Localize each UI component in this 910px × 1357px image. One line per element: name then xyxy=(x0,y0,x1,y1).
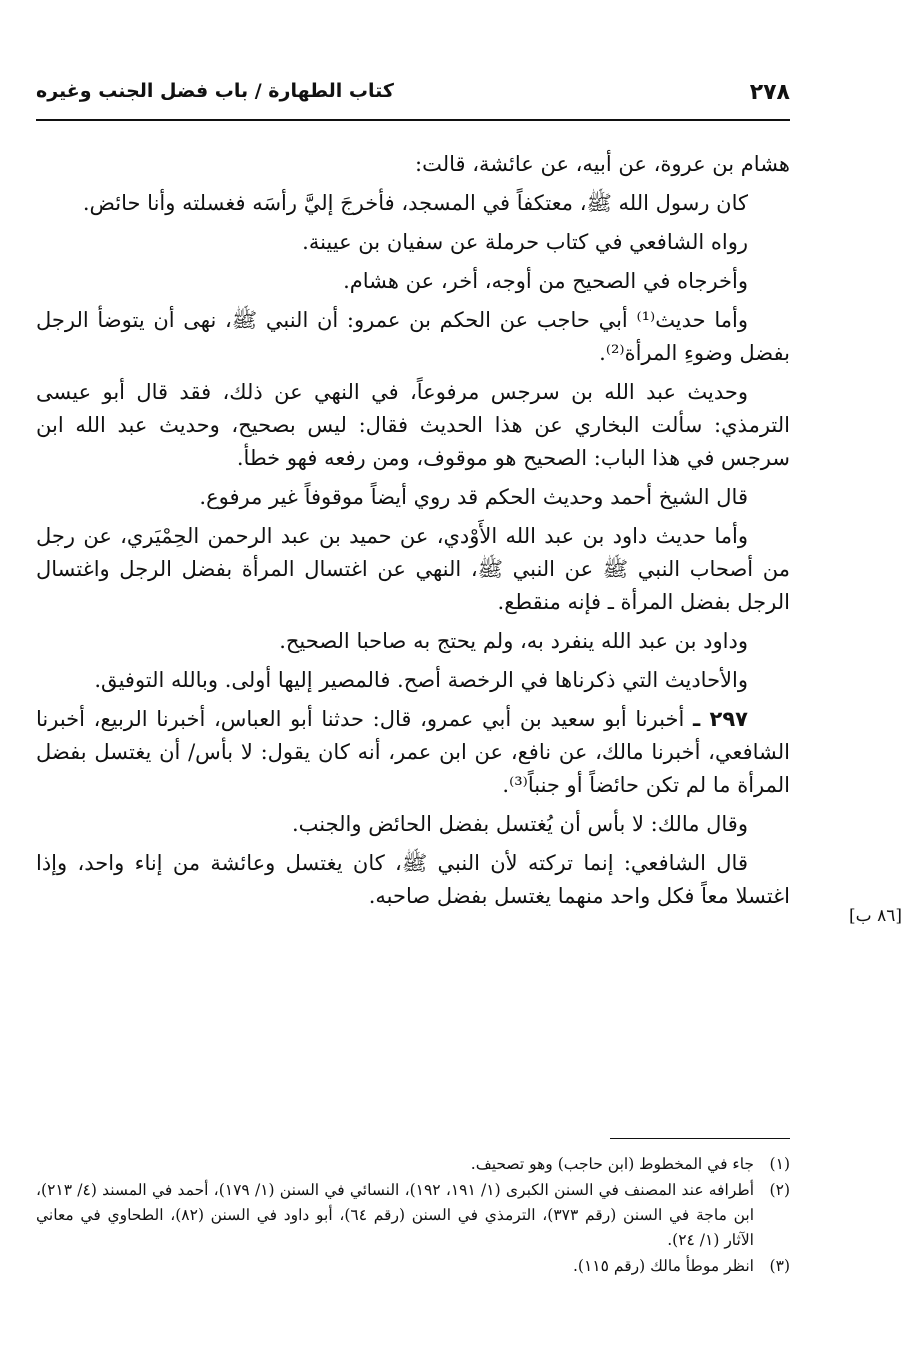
paragraph: وأخرجاه في الصحيح من أوجه، أخر، عن هشام. xyxy=(343,269,748,293)
header-rule xyxy=(36,119,790,121)
footnote-mark: (٣) xyxy=(769,1257,790,1275)
paragraph: قال الشافعي: إنما تركته لأن النبي ﷺ، كان يغتسل وعائشة من إناء واحد، وإذا اغتسلا معاً فكل واحد منهما يغتسل بفضل صاحبه. xyxy=(36,851,790,908)
paragraph: وداود بن عبد الله ينفرد به، ولم يحتج به صاحبا الصحيح. xyxy=(279,629,748,653)
footnote-text: جاء في المخطوط (ابن حاجب) وهو تصحيف. xyxy=(470,1155,754,1173)
footnote-text: انظر موطأ مالك (رقم ١١٥). xyxy=(572,1257,754,1275)
paragraph: والأحاديث التي ذكرناها في الرخصة أصح. فالمصير إليها أولى. وبالله التوفيق. xyxy=(94,668,748,692)
footnote xyxy=(36,1178,790,1253)
footnote-rule xyxy=(610,1138,790,1139)
main-text xyxy=(36,148,790,919)
page-header xyxy=(36,66,790,110)
footnote xyxy=(36,1254,790,1279)
hadith-text: أخبرنا أبو سعيد بن أبي عمرو، قال: حدثنا أبو العباس، أخبرنا الربيع، أخبرنا الشافعي، أخبرنا مالك، عن نافع، عن ابن عمر، أنه كان يقول: لا بأس/ أن يغتسل بفضل المرأة ما لم تكن حائضاً أو جنباً⁽³⁾. xyxy=(36,707,790,797)
footnotes xyxy=(36,1152,790,1280)
footnote-mark: (١) xyxy=(769,1155,790,1173)
paragraph: وأما حديث داود بن عبد الله الأَوْدي، عن حميد بن عبد الرحمن الحِمْيَري، عن رجل من أصحاب النبي ﷺ عن النبي ﷺ، النهي عن اغتسال المرأة بفضل الرجل واغتسال الرجل بفضل المرأة ـ فإنه منقطع. xyxy=(36,524,790,614)
footnote-mark: (٢) xyxy=(769,1181,790,1199)
manuscript-folio-note: [٨٦ ب] xyxy=(849,906,902,926)
footnote xyxy=(36,1152,790,1177)
page-number: ٢٧٨ xyxy=(749,80,790,105)
running-title: كتاب الطهارة / باب فضل الجنب وغيره xyxy=(36,80,394,102)
paragraph: رواه الشافعي في كتاب حرملة عن سفيان بن عيينة. xyxy=(302,230,748,254)
hadith-paragraph xyxy=(36,703,790,802)
hadith-number: ٢٩٧ ـ xyxy=(693,707,748,731)
paragraph: كان رسول الله ﷺ، معتكفاً في المسجد، فأخرجَ إليَّ رأسَه فغسلته وأنا حائض. xyxy=(82,191,748,215)
paragraph: وحديث عبد الله بن سرجس مرفوعاً، في النهي عن ذلك، فقد قال أبو عيسى الترمذي: سألت البخاري عن هذا الحديث فقال: ليس بصحيح، وحديث عبد الله ابن سرجس في هذا الباب: الصحيح هو موقوف، ومن رفعه فهو خطأ. xyxy=(36,380,790,470)
paragraph: وقال مالك: لا بأس أن يُغتسل بفضل الحائض والجنب. xyxy=(291,812,748,836)
footnote-text: أطرافه عند المصنف في السنن الكبرى (١/ ١٩١، ١٩٢)، النسائي في السنن (١/ ١٧٩)، أحمد في المسند (٤/ ٢١٣)، ابن ماجة في السنن (رقم ٣٧٣)، الترمذي في السنن (رقم ٦٤)، أبو داود في السنن (٨٢)، الطحاوي في معاني الآثار (١/ ٢٤). xyxy=(36,1181,755,1249)
paragraph: هشام بن عروة، عن أبيه، عن عائشة، قالت: xyxy=(415,152,790,176)
paragraph: وأما حديث⁽¹⁾ أبي حاجب عن الحكم بن عمرو: أن النبي ﷺ، نهى أن يتوضأ الرجل بفضل وضوءِ المرأة⁽²⁾. xyxy=(36,308,790,365)
paragraph: قال الشيخ أحمد وحديث الحكم قد روي أيضاً موقوفاً غير مرفوع. xyxy=(199,485,748,509)
